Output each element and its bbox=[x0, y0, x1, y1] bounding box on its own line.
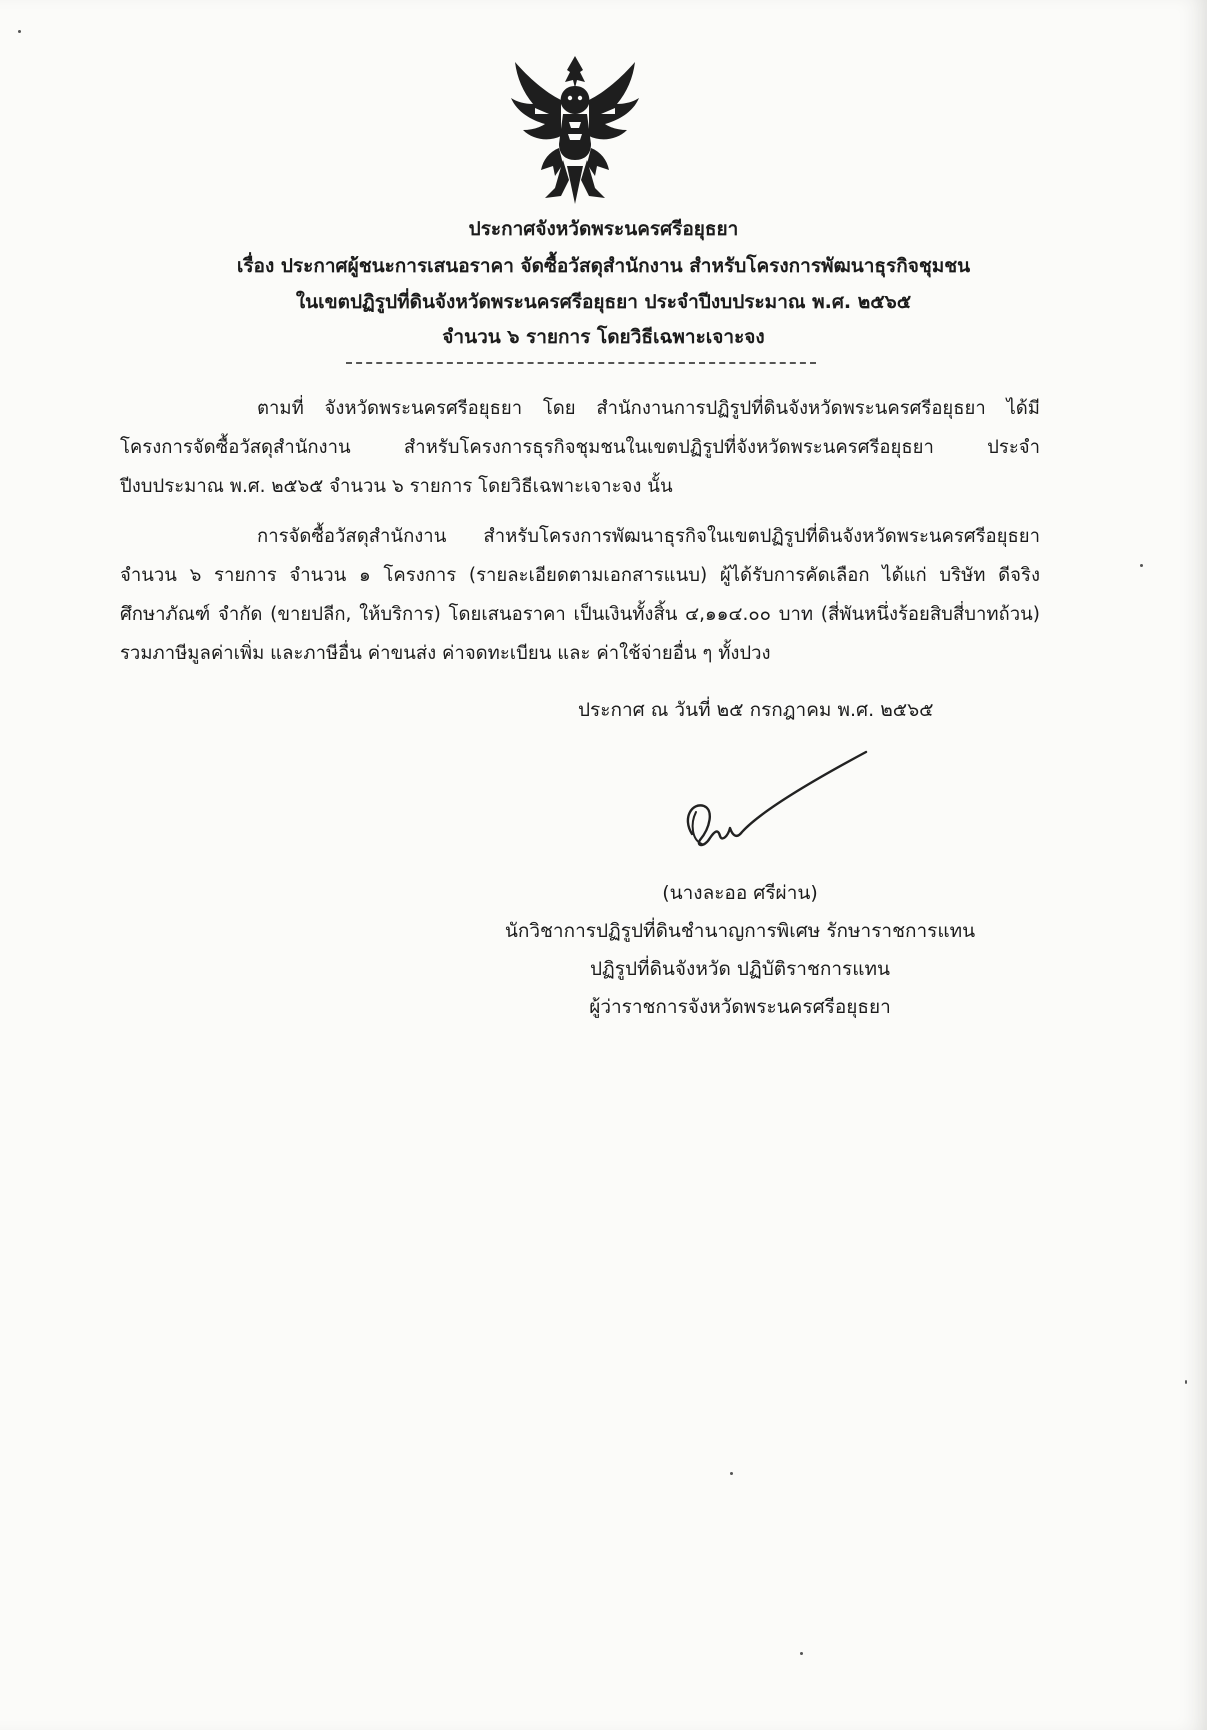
scan-speck bbox=[1185, 1380, 1187, 1384]
signatory-name: (นางละออ ศรีผ่าน) bbox=[662, 882, 818, 904]
body-paragraph: การจัดซื้อวัสดุสำนักงาน สำหรับโครงการพัฒนาธุรกิจในเขตปฏิรูปที่ดินจังหวัดพระนครศรีอยุธยา จำนวน ๖ รายการ จำนวน ๑ โครงการ (รายละเอียดตามเอกสารแนบ) ผู้ได้รับการคัดเลือก ได้แก่ บริษัท ดีจริงศึกษาภัณฑ์ จำกัด (ขายปลีก, ให้บริการ) โดยเสนอราคา เป็นเงินทั้งสิ้น ๔,๑๑๔.๐๐ บาท (สี่พันหนึ่งร้อยสิบสี่บาทถ้วน) รวมภาษีมูลค่าเพิ่ม และภาษีอื่น ค่าขนส่ง ค่าจดทะเบียน และ ค่าใช้จ่ายอื่น ๆ ทั้งปวง bbox=[120, 526, 1040, 664]
signatory-position: ปฏิรูปที่ดินจังหวัด ปฏิบัติราชการแทน bbox=[589, 958, 891, 980]
subject-line: เรื่อง ประกาศผู้ชนะการเสนอราคา จัดซื้อวัสดุสำนักงาน สำหรับโครงการพัฒนาธุรกิจชุมชน bbox=[236, 255, 971, 277]
signatory-position: ผู้ว่าราชการจังหวัดพระนครศรีอยุธยา bbox=[589, 996, 891, 1018]
scan-speck bbox=[1140, 564, 1143, 567]
scan-speck bbox=[730, 1472, 733, 1475]
document-title: ประกาศจังหวัดพระนครศรีอยุธยา bbox=[468, 218, 739, 240]
handwritten-signature bbox=[670, 748, 890, 866]
announcement-date: ประกาศ ณ วันที่ ๒๕ กรกฎาคม พ.ศ. ๒๕๖๕ bbox=[578, 699, 934, 721]
scan-speck bbox=[800, 1652, 803, 1655]
garuda-emblem-icon bbox=[505, 48, 645, 208]
signatory-position: นักวิชาการปฏิรูปที่ดินชำนาญการพิเศษ รักษาราชการแทน bbox=[504, 920, 976, 942]
dashed-divider bbox=[346, 362, 816, 364]
subject-line: ในเขตปฏิรูปที่ดินจังหวัดพระนครศรีอยุธยา ประจำปีงบประมาณ พ.ศ. ๒๕๖๕ bbox=[295, 291, 912, 313]
scan-speck bbox=[18, 30, 21, 33]
subject-line: จำนวน ๖ รายการ โดยวิธีเฉพาะเจาะจง bbox=[442, 326, 765, 348]
body-paragraph: ตามที่ จังหวัดพระนครศรีอยุธยา โดย สำนักงานการปฏิรูปที่ดินจังหวัดพระนครศรีอยุธยา ได้มีโครงการจัดซื้อวัสดุสำนักงาน สำหรับโครงการธุรกิจชุมชนในเขตปฏิรูปที่จังหวัดพระนครศรีอยุธยา ประจำปีงบประมาณ พ.ศ. ๒๕๖๕ จำนวน ๖ รายการ โดยวิธีเฉพาะเจาะจง นั้น bbox=[120, 398, 1040, 497]
